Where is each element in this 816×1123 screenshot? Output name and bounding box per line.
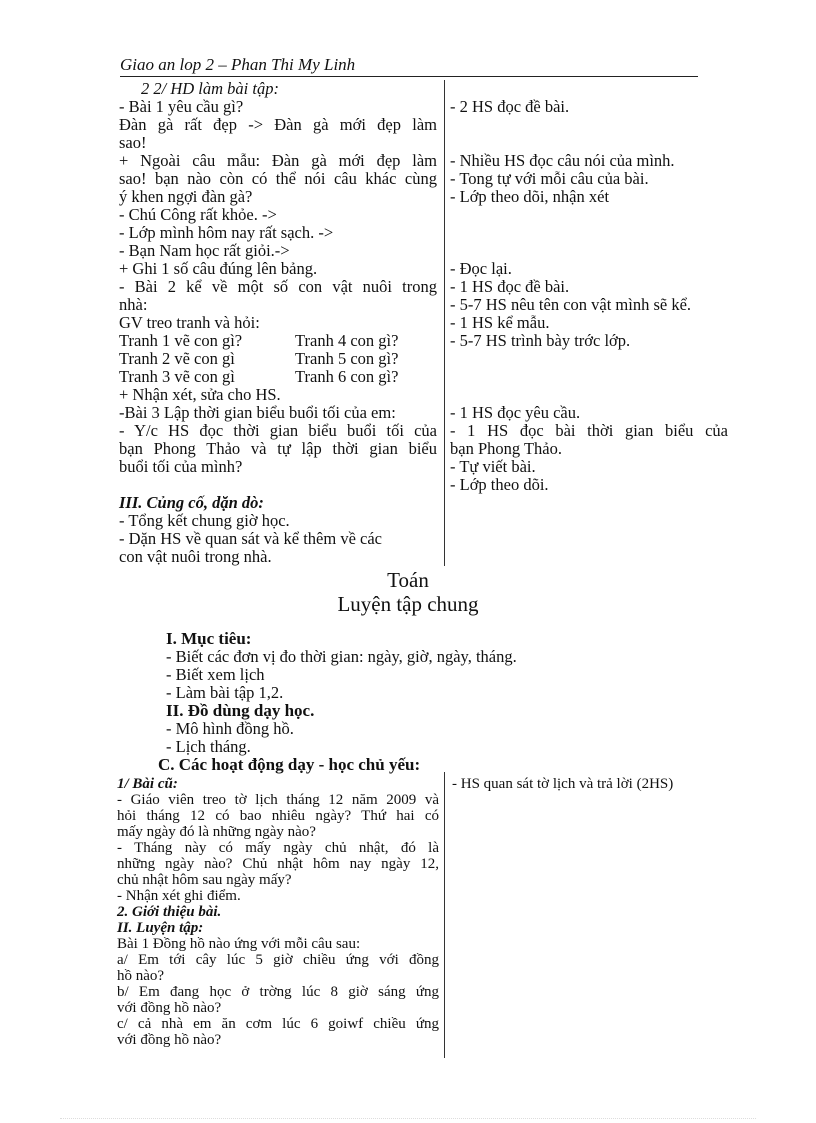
column-divider — [444, 772, 445, 1058]
text-line: sao! bạn nào còn có thể nói câu khác cùng — [119, 169, 437, 188]
text-line: - Giáo viên treo tờ lịch tháng 12 năm 2009 và — [117, 792, 439, 808]
text-line: chủ nhật hôm sau ngày mấy? — [117, 872, 292, 888]
student-column — [450, 98, 728, 494]
text-line: nhà: — [119, 295, 148, 314]
text-line: bạn Phong Thảo. — [450, 439, 562, 458]
lesson-title: Luyện tập chung — [337, 592, 479, 616]
text-line: - Chú Công rất khỏe. -> — [119, 205, 277, 224]
text-line: c/ cả nhà em ăn cơm lúc 6 goiwf chiều ứng — [117, 1016, 439, 1032]
text-line: - Tong tự với mỗi câu của bài. — [450, 169, 649, 188]
tranh-right: Tranh 5 con gì? — [295, 349, 399, 368]
text-line: - 2 HS đọc đề bài. — [450, 97, 570, 116]
text-line: - 5-7 HS nêu tên con vật mình sẽ kể. — [450, 295, 692, 314]
subject-title: Toán — [387, 568, 429, 592]
text-line: + Nhận xét, sửa cho HS. — [119, 385, 281, 404]
hd-title: 2 2/ HD làm bài tập: — [141, 79, 279, 98]
text-line: hồ nào? — [117, 968, 165, 984]
text-line: bạn Phong Thảo và tự lập thời gian biểu — [119, 439, 437, 458]
column-divider — [444, 80, 445, 566]
teacher-column-2 — [117, 776, 439, 1048]
objectives-heading: I. Mục tiêu: — [166, 629, 252, 648]
text-line: - Bài 2 kể về một số con vật nuôi trong — [119, 277, 437, 296]
tranh-left: Tranh 2 vẽ con gì — [119, 349, 235, 368]
text-line: a/ Em tới cây lúc 5 giờ chiều ứng với đồng — [117, 952, 439, 968]
text-line: - Biết xem lịch — [166, 665, 265, 684]
text-line: + Ghi 1 số câu đúng lên bảng. — [119, 259, 318, 278]
text-line: - Nhận xét ghi điểm. — [117, 888, 241, 904]
text-line: + Ngoài câu mẫu: Đàn gà mới đẹp làm — [119, 151, 437, 170]
objectives-block — [158, 629, 517, 774]
text-line: GV treo tranh và hỏi: — [119, 313, 260, 332]
text-line: - HS quan sát tờ lịch và trả lời (2HS) — [452, 776, 674, 792]
text-line: - Làm bài tập 1,2. — [166, 683, 284, 702]
tranh-right: Tranh 4 con gì? — [295, 331, 399, 350]
text-line: với đồng hồ nào? — [117, 1032, 222, 1048]
text-line: Đàn gà rất đẹp -> Đàn gà mới đẹp làm — [119, 115, 437, 134]
text-line: buổi tối của mình? — [119, 457, 243, 476]
header-text: Giao an lop 2 – Phan Thi My Linh — [120, 55, 356, 74]
page-header — [120, 54, 698, 77]
text-line: -Bài 3 Lập thời gian biểu buổi tối của em: — [119, 403, 396, 422]
text-line: - 5-7 HS trình bày trớc lớp. — [450, 331, 631, 350]
tranh-row — [119, 350, 437, 368]
text-line: - Tháng này có mấy ngày chủ nhật, đó là — [117, 840, 439, 856]
text-line: - Lớp theo dõi. — [450, 475, 549, 494]
text-line: - Biết các đơn vị đo thời gian: ngày, giờ, ngày, tháng. — [166, 647, 517, 666]
text-line: - Dặn HS về quan sát và kể thêm về các — [119, 529, 382, 548]
text-line: - Bài 1 yêu cầu gì? — [119, 97, 244, 116]
text-line: con vật nuôi trong nhà. — [119, 547, 272, 566]
text-line: - Lớp theo dõi, nhận xét — [450, 187, 610, 206]
text-line: Bài 1 Đồng hồ nào ứng với mỗi câu sau: — [117, 936, 361, 952]
text-line: - Bạn Nam học rất giỏi.-> — [119, 241, 290, 260]
text-line: - Y/c HS đọc thời gian biểu buổi tối của — [119, 421, 437, 440]
text-line: - Tự viết bài. — [450, 457, 536, 476]
text-line: - 1 HS đọc yêu cầu. — [450, 403, 581, 422]
tranh-row — [119, 368, 437, 386]
gioithieu-heading: 2. Giới thiệu bài. — [117, 904, 222, 920]
text-line: - Nhiều HS đọc câu nói của mình. — [450, 151, 675, 170]
teacher-column — [119, 80, 437, 566]
text-line: những ngày nào? Chủ nhật hôm nay ngày 12, — [117, 856, 439, 872]
baicu-heading: 1/ Bài cũ: — [117, 776, 178, 792]
tranh-left: Tranh 3 vẽ con gì — [119, 367, 235, 386]
cungco-heading: III. Củng cố, dặn dò: — [119, 493, 264, 512]
student-column-2 — [452, 776, 742, 792]
text-line: - Mô hình đồng hồ. — [166, 719, 294, 738]
activities-heading: C. Các hoạt động dạy - học chủ yếu: — [158, 755, 421, 774]
luyentap-heading: II. Luyện tập: — [117, 920, 204, 936]
text-line: sao! — [119, 133, 147, 152]
text-line: mấy ngày đó là những ngày nào? — [117, 824, 316, 840]
tranh-right: Tranh 6 con gì? — [295, 367, 399, 386]
text-line: hỏi tháng 12 có bao nhiêu ngày? Thứ hai có — [117, 808, 439, 824]
tranh-row — [119, 332, 437, 350]
text-line: với đồng hồ nào? — [117, 1000, 222, 1016]
text-line: ý khen ngợi đàn gà? — [119, 187, 253, 206]
text-line: - 1 HS đọc đề bài. — [450, 277, 570, 296]
text-line: - Tổng kết chung giờ học. — [119, 511, 290, 530]
text-line: - Lịch tháng. — [166, 737, 251, 756]
text-line: - 1 HS đọc bài thời gian biểu của — [450, 421, 728, 440]
page-bottom-rule — [60, 1118, 756, 1119]
text-line: - Đọc lại. — [450, 259, 512, 278]
text-line: b/ Em đang học ở trờng lúc 8 giờ sáng ứng — [117, 984, 439, 1000]
text-line: - Lớp mình hôm nay rất sạch. -> — [119, 223, 334, 242]
materials-heading: II. Đồ dùng dạy học. — [166, 701, 315, 720]
tranh-left: Tranh 1 vẽ con gì? — [119, 331, 243, 350]
text-line: - 1 HS kể mẫu. — [450, 313, 550, 332]
